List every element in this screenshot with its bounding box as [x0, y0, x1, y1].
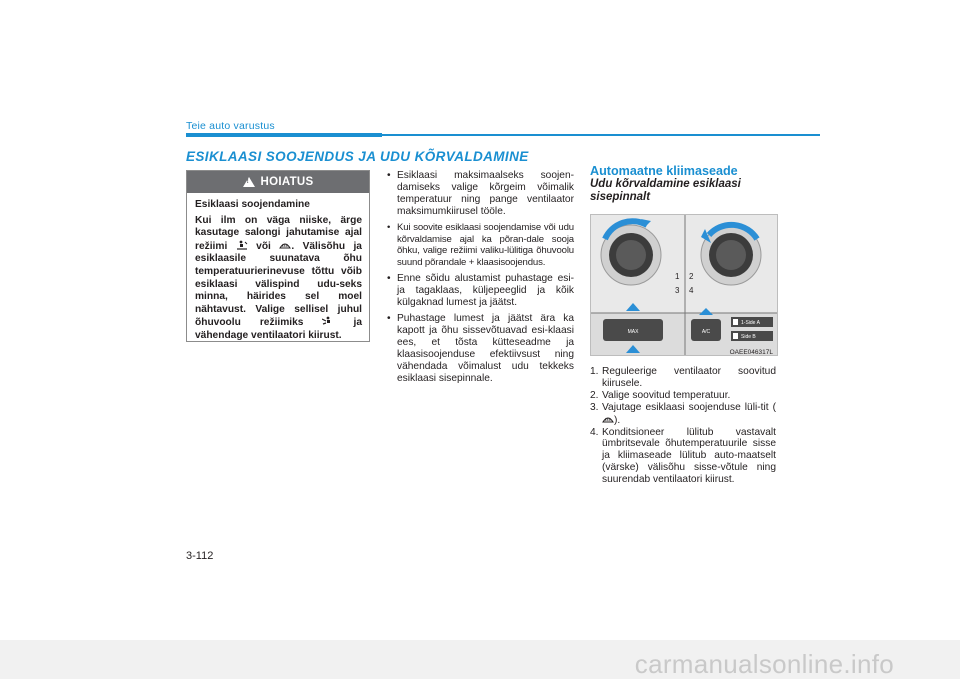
svg-text:Side B: Side B — [741, 334, 756, 340]
header-bar — [186, 133, 382, 137]
figure-code: OAEE046317L — [729, 349, 773, 356]
figure-illustration — [591, 215, 778, 356]
warning-text: Kui ilm on väga niiske, ärge kasutage salongi jahutamise ajal režiimi või . Välisõhu ja esiklaasile suunatava õhu temperatuurierinevuse tõttu võib esiklaasi välispind udu-seks minna, häirides sel moel nähtavust. Valige sellisel juhul õhuvoolu režiimiks ja vähendage ventilaatori kiirust. — [195, 214, 362, 341]
temperature-knob — [701, 225, 761, 285]
bullet-column — [386, 170, 574, 388]
watermark-text: carmanualsonline.info — [634, 649, 894, 679]
section-title: ESIKLAASI SOOJENDUS JA UDU KÕRVALDAMINE — [186, 149, 529, 164]
warning-title: Esiklaasi soojendamine — [195, 199, 310, 210]
list-item: 2. Valige soovitud temperatuur. — [590, 389, 731, 401]
subsection-subtitle: Udu kõrvaldamine esiklaasi sisepinnalt — [590, 178, 741, 203]
marker-2: 2 — [689, 272, 694, 281]
svg-text:MAX: MAX — [627, 329, 639, 335]
chapter-label: Teie auto varustus — [186, 120, 275, 132]
warning-label: HOIATUS — [260, 176, 314, 188]
windshield-defrost-icon — [279, 240, 291, 250]
marker-3: 3 — [675, 286, 680, 295]
marker-1: 1 — [675, 272, 680, 281]
subsection-title: Automaatne kliimaseade — [590, 164, 738, 178]
list-item: 1. Reguleerige ventilaator soovitud kiirusele. — [590, 366, 776, 389]
steps-list — [590, 366, 776, 486]
list-item: 4. Konditsioneer lülitub vastavalt ümbritsevale õhutemperatuurile sisse ja kliimaseade lülitub auto-maatselt (värske) välisõhu sisse-võtule ning suurendab ventilaatori kiirust. — [590, 426, 776, 486]
face-floor-mode-icon — [322, 316, 334, 326]
svg-text:1-Side A: 1-Side A — [741, 320, 760, 326]
warning-header — [187, 171, 369, 193]
marker-4: 4 — [689, 286, 694, 295]
svg-text:A/C: A/C — [701, 329, 711, 335]
floor-defrost-mode-icon — [236, 240, 248, 250]
page-number: 3-112 — [186, 550, 214, 562]
header-rule — [382, 134, 820, 136]
windshield-defrost-icon — [602, 414, 614, 424]
list-item: 3. Vajutage esiklaasi soojenduse lüli-tit (). — [590, 401, 776, 426]
warning-icon: ! — [243, 177, 255, 187]
list-item: • Kui soovite esiklaasi soojendamise või udu kõrvaldamise ajal ka põran-dale sooja õhku, valige režiimi valiku-lülitiga õhuvoolu suund põrandale + klaasisoojendus. — [386, 222, 574, 270]
right-column — [590, 164, 776, 204]
list-item: • Puhastage lumest ja jäätst ära ka kapott ja õhu sissevõtuavad esi-klaasi ees, et tõsta kütteseadme ja klaasisoojenduse efektiivsust ning vähendada võimalust udu tekkeks esiklaasi sisepinnale. — [386, 313, 574, 384]
warning-box — [186, 170, 370, 342]
list-item: • Esiklaasi maksimaalseks soojen-damiseks valige kõrgeim võimalik temperatuur ning pange ventilaator maksimumkiirusel tööle. — [386, 170, 574, 218]
climate-control-figure — [590, 214, 778, 356]
list-item: • Enne sõidu alustamist puhastage esi- ja tagaklaas, küljepeeglid ja kõik külgaknad lumest ja jäätst. — [386, 273, 574, 309]
